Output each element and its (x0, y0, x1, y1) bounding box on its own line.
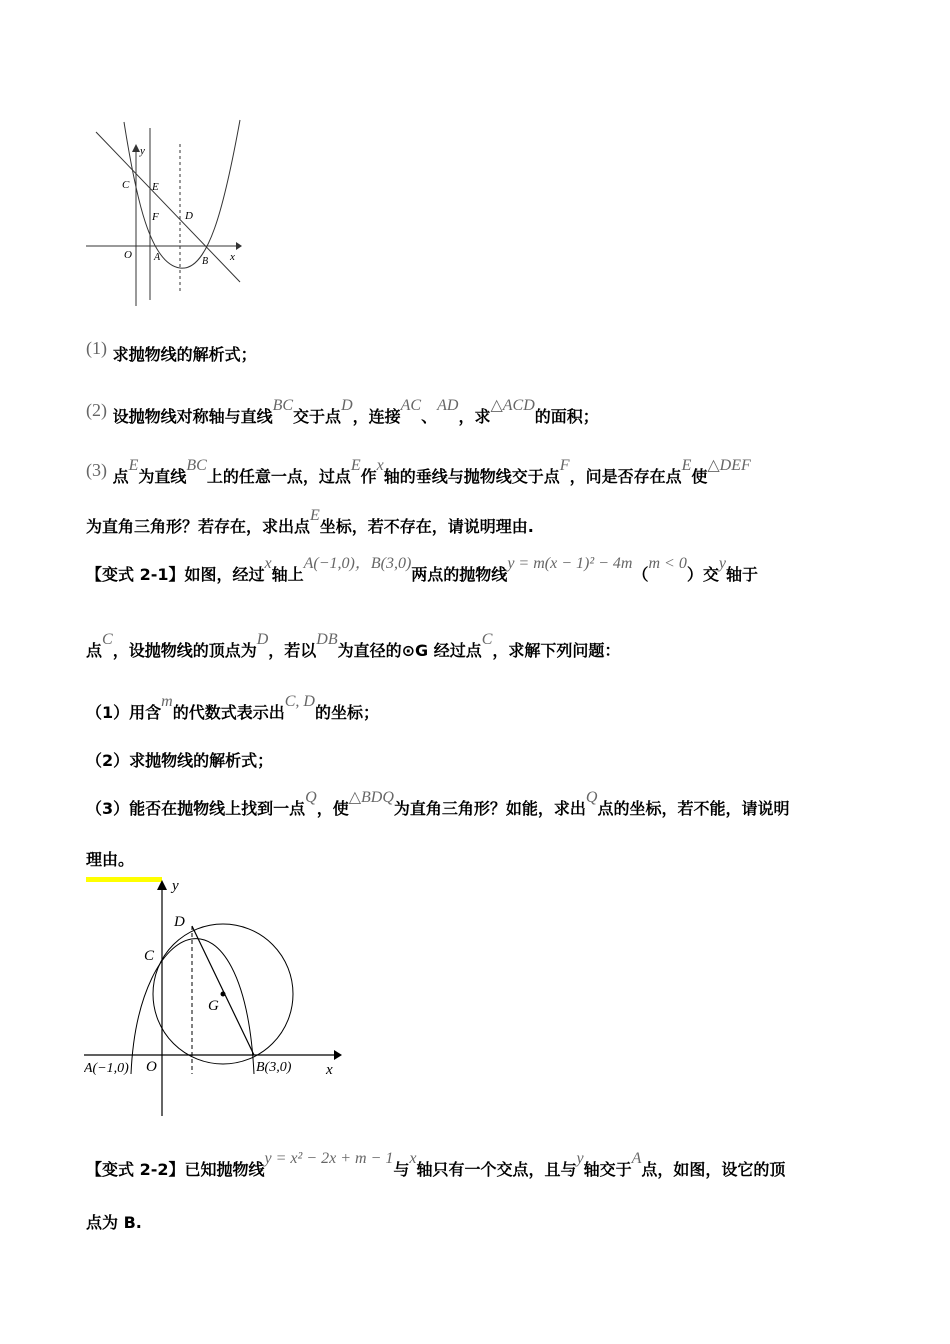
v21-math-points: A(−1,0)，B(3,0) (303, 555, 412, 572)
q1-text: 求抛物线的解析式； (112, 345, 257, 364)
v21-text: 如图，经过 (184, 565, 265, 584)
q2-text: 交于点 (293, 407, 342, 426)
v21-math-x: x (264, 555, 272, 572)
q3-text: 作 (360, 467, 377, 486)
q1-number: (1) (86, 338, 107, 358)
v21-text: ，若以 (268, 641, 317, 660)
v21-text: 轴于 (725, 565, 758, 584)
q2-math-acd: △ACD (490, 397, 535, 414)
v21-math-m: m (161, 693, 173, 710)
q2-text: 的面积； (534, 407, 599, 426)
segment-db (192, 926, 254, 1055)
q3-text: 上的任意一点，过点 (206, 467, 351, 486)
v21-text: 点 (86, 641, 103, 660)
v21-math-c: C (481, 631, 493, 648)
v22-math-x: x (409, 1150, 417, 1167)
q3-text: 为直线 (138, 467, 187, 486)
q3-math-e: E (128, 457, 139, 474)
variant-2-1-part-3 (86, 789, 790, 819)
variant-2-1-line-1 (86, 555, 758, 585)
point-g (221, 992, 226, 997)
question-3 (86, 457, 751, 487)
line-bc (96, 132, 240, 282)
v21-text: 的代数式表示出 (172, 703, 285, 722)
q3-number: (3) (86, 460, 107, 480)
x-axis-arrow-icon (236, 242, 242, 250)
q3-math-e: E (350, 457, 361, 474)
v21-math-q: Q (305, 789, 317, 806)
v21-math-equation: y = m(x − 1)² − 4m (507, 555, 633, 572)
q3-text: 点 (112, 467, 129, 486)
figure-1-graph (84, 118, 254, 310)
label-e: E (152, 181, 159, 193)
label-d: D (185, 210, 193, 222)
y-axis-arrow-icon (132, 144, 140, 152)
v21-math-d: D (256, 631, 269, 648)
q3-math-x: x (376, 457, 384, 474)
v21-text: ，求解下列问题： (492, 641, 621, 660)
v21-text: 理由。 (86, 850, 135, 869)
label-y: y (172, 878, 179, 894)
v21-text: 两点的抛物线 (411, 565, 508, 584)
q3-math-e: E (310, 507, 320, 524)
v21-math-y: y (718, 555, 726, 572)
v21-text: 为直径的⊙G 经过点 (337, 641, 482, 660)
variant-2-1-part-2 (86, 748, 273, 771)
q3-text: 使 (691, 467, 708, 486)
x-axis-arrow-icon (334, 1050, 342, 1060)
q2-text: 设抛物线对称轴与直线 (112, 407, 273, 426)
q2-text: 、 (421, 407, 438, 426)
v21-math-cd: C, D (284, 693, 315, 710)
q2-math-d: D (341, 397, 353, 414)
variant-2-2-line-1 (86, 1150, 786, 1180)
q3-text: 轴的垂线与抛物线交于点 (383, 467, 560, 486)
label-o: O (146, 1059, 157, 1075)
v21-text: （3）能否在抛物线上找到一点 (86, 799, 306, 818)
label-f: F (152, 211, 159, 223)
q2-number: (2) (86, 400, 107, 420)
label-b: B (202, 256, 209, 267)
label-c: C (144, 948, 155, 964)
v22-text: 点为 B. (86, 1213, 142, 1232)
question-1 (86, 338, 257, 365)
v22-text: 轴交于 (583, 1160, 632, 1179)
variant-2-1-part-1 (86, 693, 379, 723)
label-a: A(−1,0) (84, 1061, 129, 1076)
v22-math-y: y (576, 1150, 584, 1167)
label-c: C (122, 179, 130, 191)
v21-text: （ (632, 565, 649, 584)
variant-2-1-tag: 【变式 2-1】 (86, 565, 185, 584)
v22-math-a: A (631, 1150, 642, 1167)
v21-text: （1）用含 (86, 703, 162, 722)
v21-math-db: DB (316, 631, 338, 648)
q2-math-bc: BC (272, 397, 294, 414)
variant-2-2-tag: 【变式 2-2】 (86, 1160, 185, 1179)
q3-math-bc: BC (186, 457, 207, 474)
variant-2-1-line-2 (86, 631, 621, 661)
v21-math-bdq: △BDQ (348, 789, 394, 806)
v22-text: 与 (393, 1160, 410, 1179)
v22-math-equation: y = x² − 2x + m − 1 (264, 1150, 394, 1167)
q2-math-ad: AD (437, 397, 459, 414)
v21-math-q: Q (585, 789, 598, 806)
label-o: O (124, 249, 132, 261)
question-3-line-2 (86, 507, 534, 537)
v21-text: ，使 (316, 799, 349, 818)
q3-text: 为直角三角形？若存在，求出点 (86, 517, 311, 536)
question-2 (86, 397, 599, 427)
highlight-bar (86, 877, 162, 882)
label-b: B(3,0) (256, 1060, 292, 1075)
v22-text: 点，如图，设它的顶 (641, 1160, 786, 1179)
v21-text: 为直角三角形？如能，求出 (393, 799, 586, 818)
label-x: x (326, 1062, 333, 1078)
label-y: y (140, 145, 145, 157)
q3-math-def: △DEF (707, 457, 751, 474)
v21-text: 的坐标； (314, 703, 379, 722)
q2-text: ，连接 (352, 407, 401, 426)
v21-math-condition: m < 0 (648, 555, 687, 572)
v22-text: 轴只有一个交点，且与 (416, 1160, 577, 1179)
q2-text: ，求 (458, 407, 491, 426)
q3-text: ，问是否存在点 (569, 467, 682, 486)
q3-math-e: E (681, 457, 692, 474)
v21-text: （2）求抛物线的解析式； (86, 751, 274, 770)
label-x: x (230, 251, 235, 263)
v21-math-c: C (102, 631, 113, 648)
q3-math-f: F (559, 457, 570, 474)
label-a: A (154, 252, 161, 263)
v21-text: 轴上 (271, 565, 304, 584)
v22-text: 已知抛物线 (184, 1160, 265, 1179)
label-g: G (208, 998, 219, 1014)
q2-math-ac: AC (400, 397, 422, 414)
variant-2-2-line-2 (86, 1210, 142, 1233)
v21-text: 点的坐标，若不能，请说明 (597, 799, 790, 818)
variant-2-1-part-3-line-2 (86, 847, 134, 870)
figure-2-graph (84, 874, 348, 1118)
q3-text: 坐标，若不存在，请说明理由. (319, 517, 534, 536)
v21-text: ）交 (686, 565, 719, 584)
v21-text: ，设抛物线的顶点为 (112, 641, 257, 660)
label-d: D (174, 914, 185, 930)
